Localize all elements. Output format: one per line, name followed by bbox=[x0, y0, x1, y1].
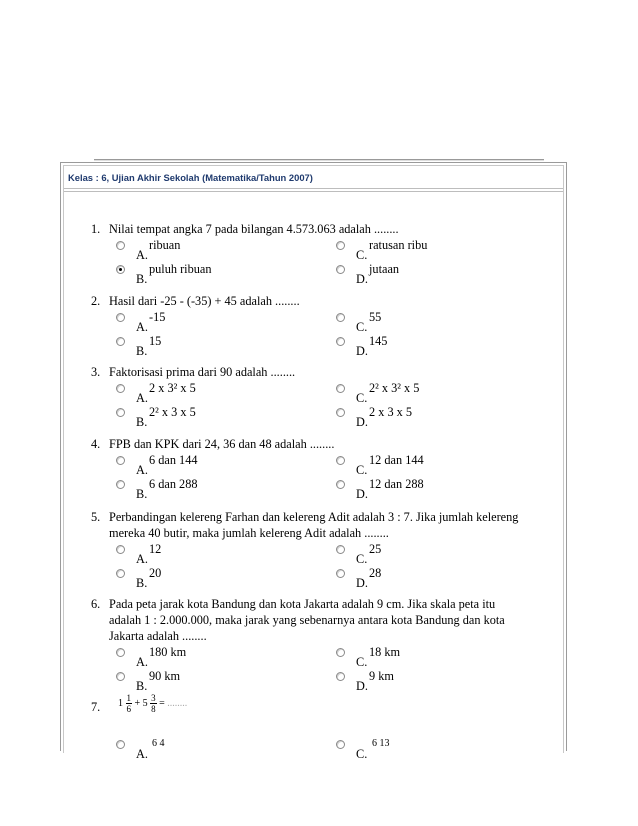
option-letter: C. bbox=[356, 320, 368, 334]
option-letter: A. bbox=[136, 655, 148, 669]
question-number: 6. bbox=[91, 597, 101, 611]
question-number: 3. bbox=[91, 365, 101, 379]
option-d[interactable] bbox=[336, 476, 526, 504]
quiz-frame bbox=[60, 162, 567, 761]
question-text: Faktorisasi prima dari 90 adalah ........ bbox=[109, 365, 296, 379]
option-value: ratusan ribu bbox=[369, 238, 428, 252]
option-math: 6 13 bbox=[372, 738, 390, 749]
radio-button[interactable] bbox=[336, 337, 345, 346]
mixed-number-whole: 1 bbox=[118, 697, 123, 709]
option-value: 12 dan 144 bbox=[369, 453, 424, 467]
option-b[interactable] bbox=[116, 333, 306, 361]
option-letter: D. bbox=[356, 487, 368, 501]
option-letter: D. bbox=[356, 272, 368, 286]
option-letter: B. bbox=[136, 272, 148, 286]
radio-button[interactable] bbox=[336, 480, 345, 489]
option-d[interactable] bbox=[336, 333, 526, 361]
radio-button[interactable] bbox=[336, 265, 345, 274]
option-letter: A. bbox=[136, 248, 148, 262]
radio-button[interactable] bbox=[116, 545, 125, 554]
radio-button[interactable] bbox=[336, 740, 345, 749]
option-d[interactable] bbox=[336, 668, 526, 696]
option-value: -15 bbox=[149, 310, 166, 324]
option-value: 2² x 3² x 5 bbox=[369, 381, 420, 395]
question-number: 7. bbox=[91, 700, 101, 714]
quiz-header bbox=[64, 166, 563, 189]
option-value: 20 bbox=[149, 566, 162, 580]
radio-button[interactable] bbox=[336, 648, 345, 657]
option-d[interactable] bbox=[336, 404, 526, 432]
option-value: puluh ribuan bbox=[149, 262, 212, 276]
fraction bbox=[126, 693, 133, 714]
option-letter: A. bbox=[136, 552, 148, 566]
quiz-title: Kelas : 6, Ujian Akhir Sekolah (Matematika/Tahun 2007) bbox=[68, 172, 313, 183]
option-value: 12 bbox=[149, 542, 162, 556]
radio-button-selected[interactable] bbox=[116, 265, 125, 274]
radio-button[interactable] bbox=[116, 480, 125, 489]
option-value: 6 dan 288 bbox=[149, 477, 198, 491]
option-letter: A. bbox=[136, 747, 148, 761]
question-text: Hasil dari -25 - (-35) + 45 adalah ........ bbox=[109, 294, 300, 308]
radio-button[interactable] bbox=[336, 569, 345, 578]
option-value: 18 km bbox=[369, 645, 401, 659]
option-b[interactable] bbox=[116, 476, 306, 504]
option-letter: D. bbox=[356, 679, 368, 693]
numerator: 1 bbox=[126, 693, 131, 703]
question-number: 4. bbox=[91, 437, 101, 451]
radio-button[interactable] bbox=[116, 241, 125, 250]
option-value: 2 x 3 x 5 bbox=[369, 405, 413, 419]
question-number: 5. bbox=[91, 510, 101, 524]
option-letter: A. bbox=[136, 391, 148, 405]
denominator: 6 bbox=[126, 704, 131, 714]
option-value: 90 km bbox=[149, 669, 181, 683]
option-letter: D. bbox=[356, 576, 368, 590]
radio-button[interactable] bbox=[116, 569, 125, 578]
radio-button[interactable] bbox=[116, 648, 125, 657]
radio-button[interactable] bbox=[336, 241, 345, 250]
option-b[interactable] bbox=[116, 404, 306, 432]
option-letter: A. bbox=[136, 320, 148, 334]
option-a[interactable] bbox=[116, 736, 306, 764]
option-c[interactable] bbox=[336, 736, 526, 764]
option-letter: C. bbox=[356, 463, 368, 477]
option-math: 6 4 bbox=[152, 738, 165, 749]
option-value: 145 bbox=[369, 334, 388, 348]
question-number: 1. bbox=[91, 222, 101, 236]
option-letter: B. bbox=[136, 576, 148, 590]
option-b[interactable] bbox=[116, 668, 306, 696]
radio-button[interactable] bbox=[336, 672, 345, 681]
option-value: 9 km bbox=[369, 669, 394, 683]
radio-button[interactable] bbox=[116, 384, 125, 393]
question-text: FPB dan KPK dari 24, 36 dan 48 adalah ........ bbox=[109, 437, 335, 451]
option-letter: C. bbox=[356, 747, 368, 761]
option-b[interactable] bbox=[116, 261, 306, 289]
radio-button[interactable] bbox=[116, 408, 125, 417]
option-letter: B. bbox=[136, 415, 148, 429]
option-d[interactable] bbox=[336, 565, 526, 593]
radio-button[interactable] bbox=[336, 384, 345, 393]
option-letter: C. bbox=[356, 391, 368, 405]
option-value: 2 x 3² x 5 bbox=[149, 381, 196, 395]
radio-button[interactable] bbox=[336, 545, 345, 554]
radio-button[interactable] bbox=[116, 740, 125, 749]
radio-button[interactable] bbox=[116, 313, 125, 322]
option-value: 2² x 3 x 5 bbox=[149, 405, 196, 419]
numerator: 3 bbox=[151, 693, 156, 703]
option-letter: B. bbox=[136, 344, 148, 358]
question-text: Perbandingan kelereng Farhan dan kelereng Adit adalah 3 : 7. Jika jumlah kelereng mereka 40 butir, maka jumlah kelereng Adit adalah ........ bbox=[109, 510, 519, 540]
option-value: 15 bbox=[149, 334, 162, 348]
option-letter: C. bbox=[356, 552, 368, 566]
option-value: 180 km bbox=[149, 645, 187, 659]
option-value: 55 bbox=[369, 310, 382, 324]
mixed-number-whole: 5 bbox=[142, 697, 148, 709]
fraction bbox=[150, 693, 157, 714]
radio-button[interactable] bbox=[116, 672, 125, 681]
option-letter: C. bbox=[356, 655, 368, 669]
option-b[interactable] bbox=[116, 565, 306, 593]
header-divider bbox=[64, 191, 563, 192]
option-value: 25 bbox=[369, 542, 382, 556]
answer-blank: ........ bbox=[167, 697, 188, 709]
option-value: ribuan bbox=[149, 238, 181, 252]
option-letter: C. bbox=[356, 248, 368, 262]
option-value: jutaan bbox=[369, 262, 400, 276]
plus-sign: + bbox=[134, 697, 141, 709]
option-letter: D. bbox=[356, 415, 368, 429]
option-d[interactable] bbox=[336, 261, 526, 289]
option-letter: B. bbox=[136, 487, 148, 501]
radio-button[interactable] bbox=[336, 408, 345, 417]
question-number: 2. bbox=[91, 294, 101, 308]
top-divider bbox=[94, 159, 544, 161]
question-text: Nilai tempat angka 7 pada bilangan 4.573.063 adalah ........ bbox=[109, 222, 399, 236]
denominator: 8 bbox=[151, 704, 156, 714]
quiz-frame-inner bbox=[63, 165, 564, 761]
option-letter: B. bbox=[136, 679, 148, 693]
option-letter: A. bbox=[136, 463, 148, 477]
math-expression bbox=[118, 693, 208, 727]
option-value: 6 dan 144 bbox=[149, 453, 198, 467]
option-value: 12 dan 288 bbox=[369, 477, 424, 491]
radio-button[interactable] bbox=[116, 456, 125, 465]
radio-button[interactable] bbox=[336, 313, 345, 322]
equals-sign: = bbox=[159, 697, 165, 709]
radio-button[interactable] bbox=[336, 456, 345, 465]
question-text: Pada peta jarak kota Bandung dan kota Jakarta adalah 9 cm. Jika skala peta itu adalah 1 : 2.000.000, maka jarak yang sebenarnya antara kota Bandung dan kota Jakarta adalah ........ bbox=[109, 597, 505, 643]
radio-button[interactable] bbox=[116, 337, 125, 346]
option-value: 28 bbox=[369, 566, 382, 580]
option-letter: D. bbox=[356, 344, 368, 358]
